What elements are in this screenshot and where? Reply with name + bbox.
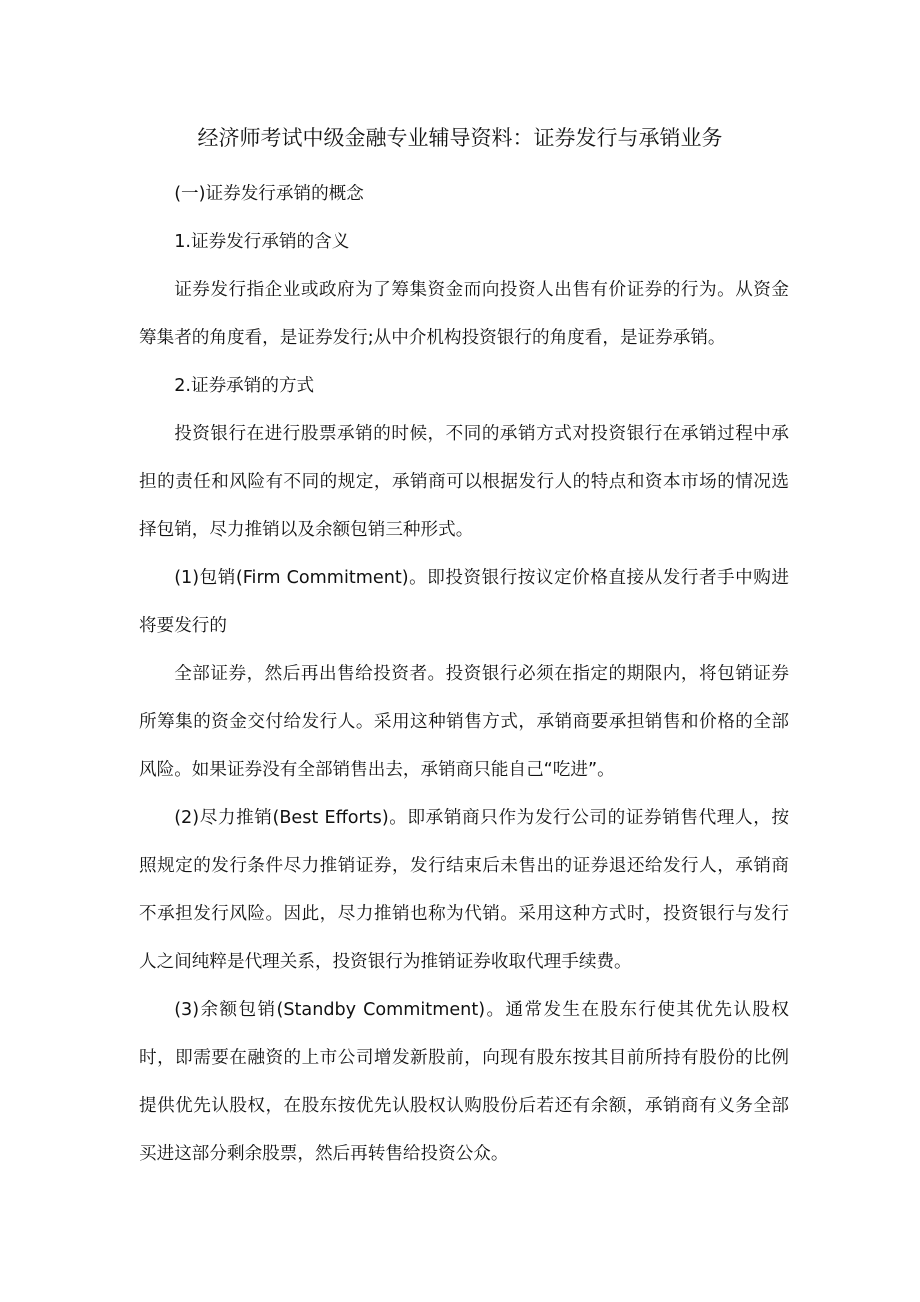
subsection-heading: 1.证券发行承销的含义 <box>174 232 350 252</box>
document-title: 经济师考试中级金融专业辅导资料：证券发行与承销业务 <box>197 126 723 150</box>
section-heading: (一)证券发行承销的概念 <box>174 184 364 204</box>
body-paragraph: (1)包销(Firm Commitment)。即投资银行按议定价格直接从发行者手中购进将要发行的 <box>139 568 789 636</box>
body-paragraph: 投资银行在进行股票承销的时候，不同的承销方式对投资银行在承销过程中承担的责任和风险有不同的规定，承销商可以根据发行人的特点和资本市场的情况选择包销，尽力推销以及余额包销三种形式。 <box>139 424 789 540</box>
document-body <box>139 170 789 1178</box>
body-paragraph: 证券发行指企业或政府为了筹集资金而向投资人出售有价证券的行为。从资金筹集者的角度看，是证券发行;从中介机构投资银行的角度看，是证券承销。 <box>139 280 789 348</box>
body-paragraph: (2)尽力推销(Best Efforts)。即承销商只作为发行公司的证券销售代理人，按照规定的发行条件尽力推销证券，发行结束后未售出的证券退还给发行人，承销商不承担发行风险。因此，尽力推销也称为代销。采用这种方式时，投资银行与发行人之间纯粹是代理关系，投资银行为推销证券收取代理手续费。 <box>139 808 789 972</box>
subsection-heading: 2.证券承销的方式 <box>174 376 315 396</box>
body-paragraph: 全部证券，然后再出售给投资者。投资银行必须在指定的期限内，将包销证券所筹集的资金交付给发行人。采用这种销售方式，承销商要承担销售和价格的全部风险。如果证券没有全部销售出去，承销商只能自己“吃进”。 <box>139 664 789 780</box>
body-paragraph: (3)余额包销(Standby Commitment)。通常发生在股东行使其优先认股权时，即需要在融资的上市公司增发新股前，向现有股东按其目前所持有股份的比例提供优先认股权，在股东按优先认股权认购股份后若还有余额，承销商有义务全部买进这部分剩余股票，然后再转售给投资公众。 <box>139 1000 789 1164</box>
